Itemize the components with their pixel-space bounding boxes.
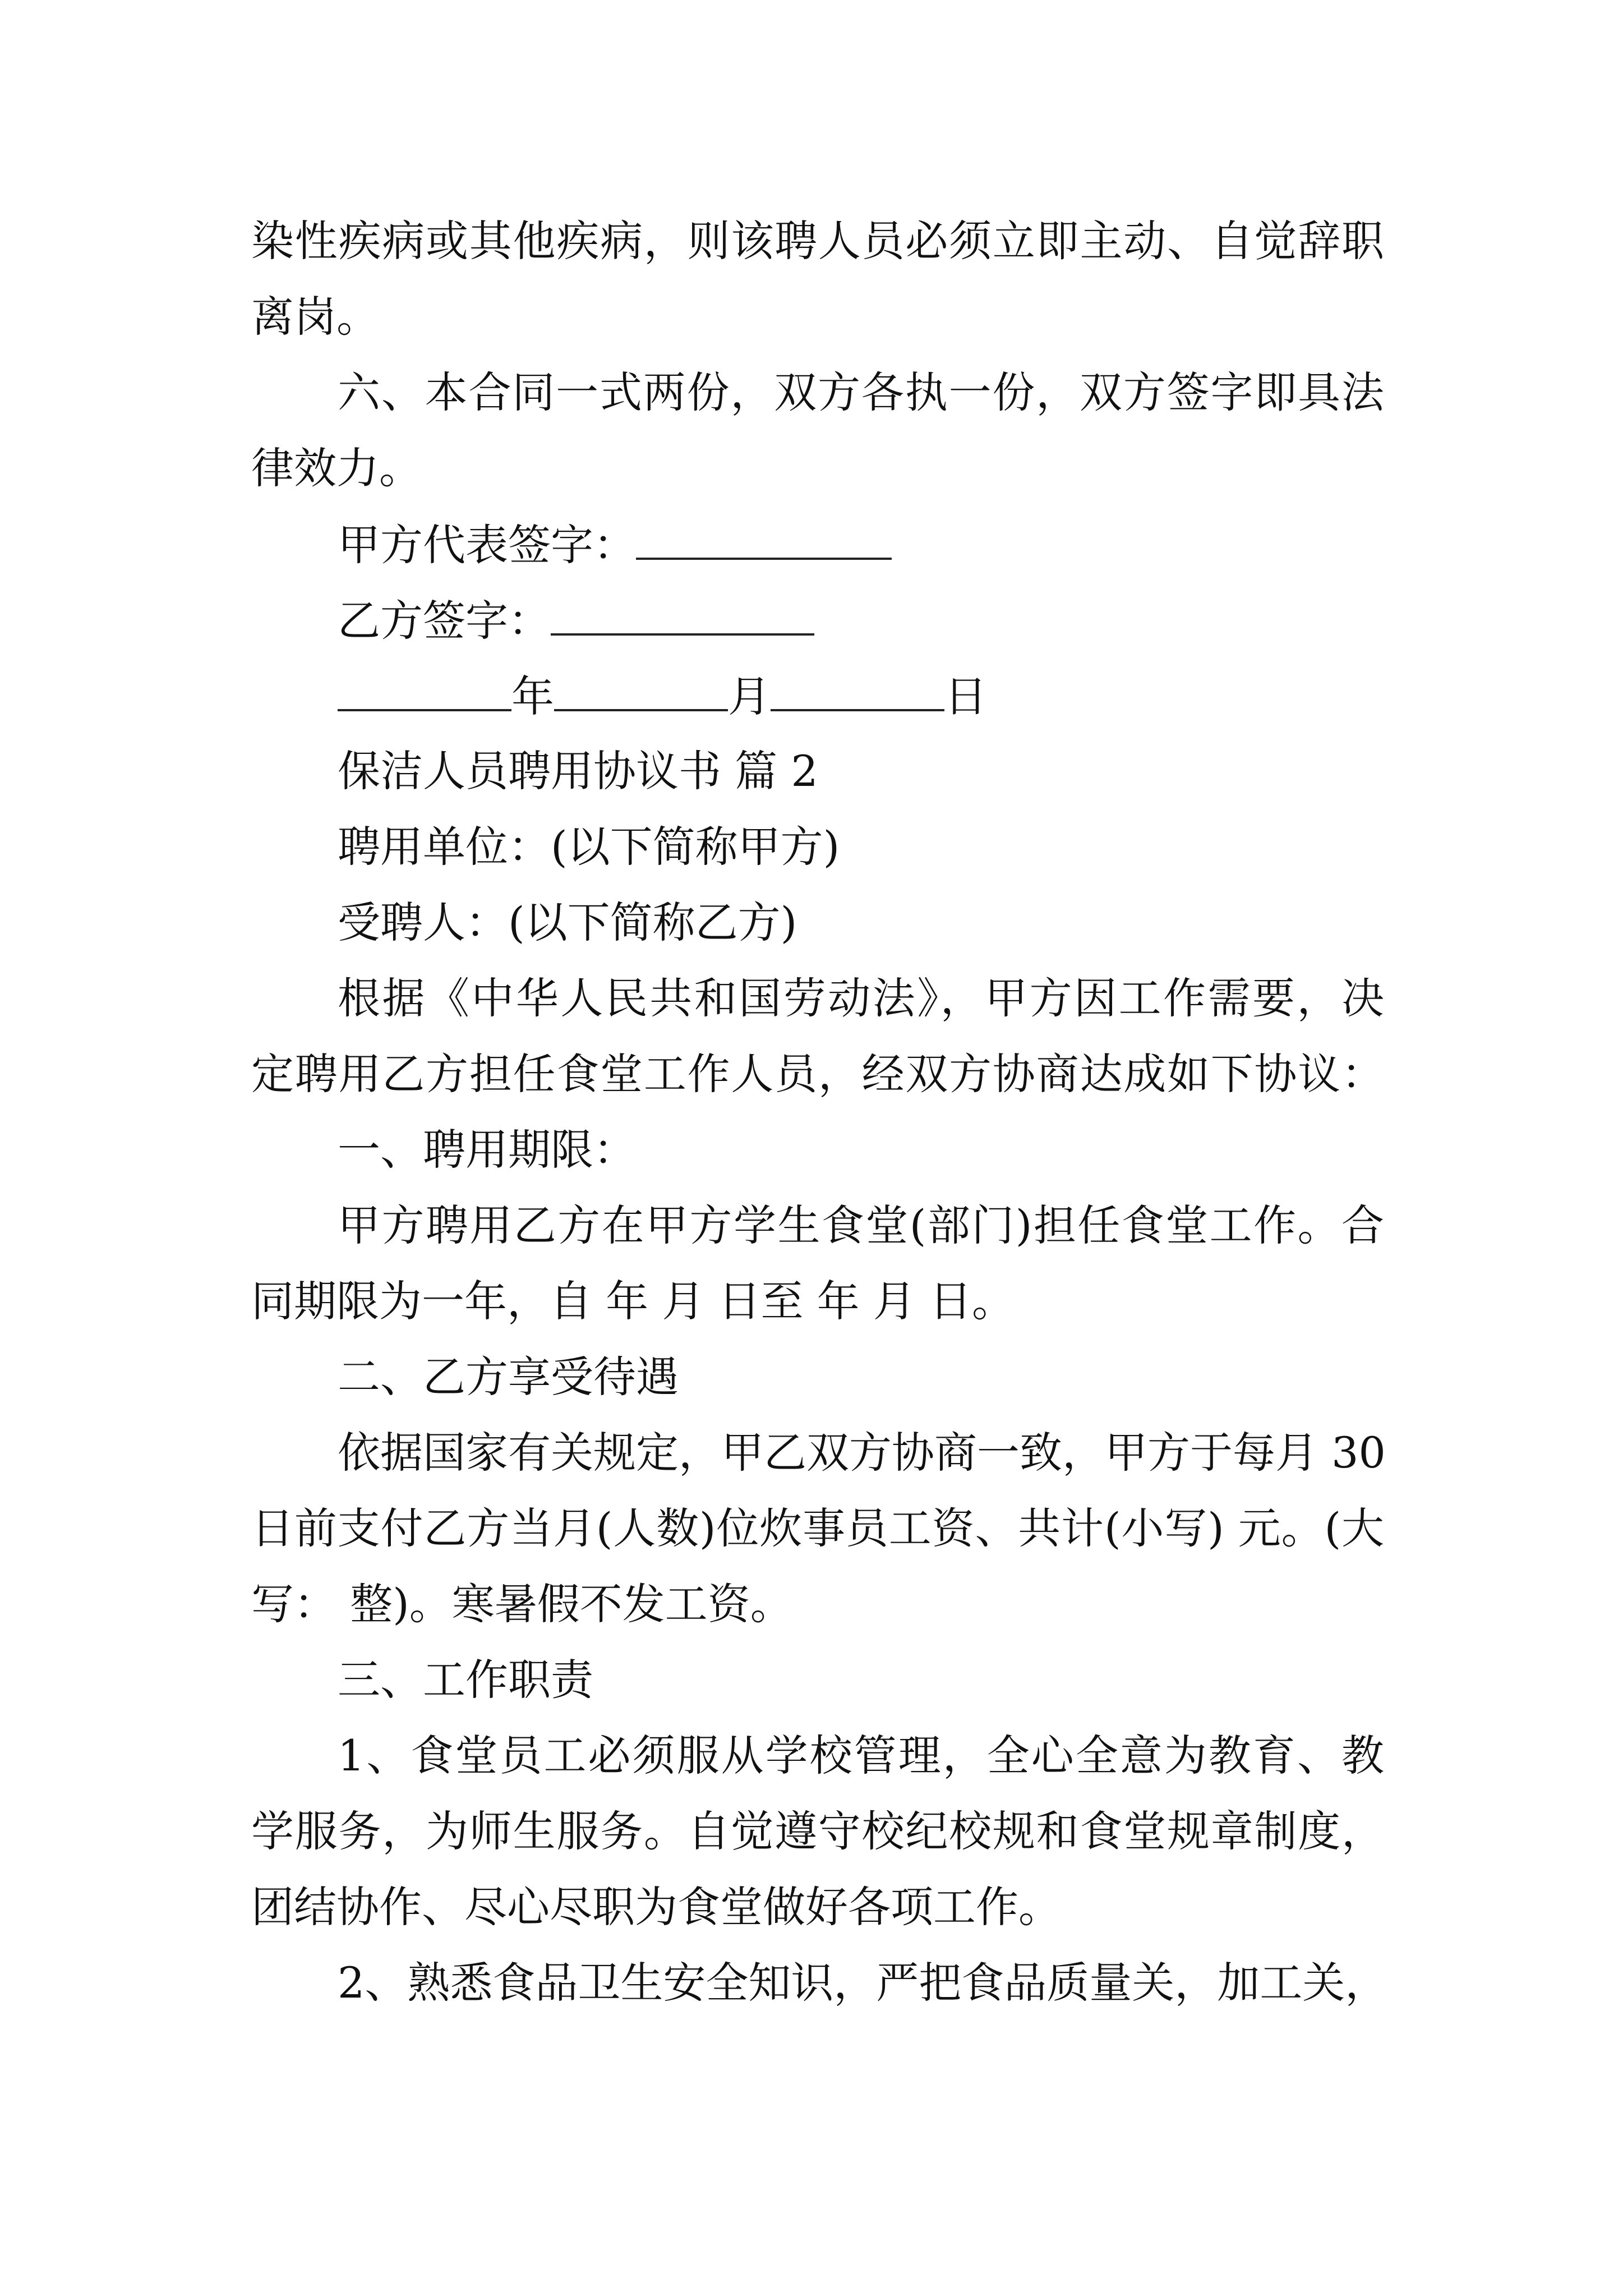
paragraph-line: 写： 整)。寒暑假不发工资。 <box>251 1579 793 1629</box>
paragraph-line: 受聘人：(以下简称乙方) <box>338 898 797 947</box>
paragraph-line: 2、熟悉食品卫生安全知识，严把食品质量关，加工关， <box>338 1958 1388 2008</box>
paragraph-line: 甲方聘用乙方在甲方学生食堂(部门)担任食堂工作。合 <box>338 1200 1384 1250</box>
paragraph-line: 六、本合同一式两份，双方各执一份，双方签字即具法 <box>338 367 1384 417</box>
date-blank-month <box>554 674 728 711</box>
signature-blank-party-b <box>551 599 814 636</box>
paragraph-line: 聘用单位：(以下简称甲方) <box>338 822 840 872</box>
paragraph-line: 日前支付乙方当月(人数)位炊事员工资、共计(小写) 元。(大 <box>251 1503 1384 1553</box>
date-blank-day <box>771 674 944 711</box>
paragraph-line: 依据国家有关规定，甲乙双方协商一致，甲方于每月 30 <box>338 1428 1386 1478</box>
signature-blank-party-a <box>636 523 892 560</box>
paragraph-line: 二、乙方享受待遇 <box>338 1352 679 1402</box>
paragraph-line: 学服务，为师生服务。自觉遵守校纪校规和食堂规章制度， <box>251 1806 1384 1856</box>
signature-label-party-a: 甲方代表签字： <box>338 520 636 570</box>
date-blank-year <box>338 674 511 711</box>
paragraph-line: 离岗。 <box>251 292 379 342</box>
paragraph-line: 律效力。 <box>251 443 422 493</box>
signature-line-party-a <box>338 520 892 570</box>
date-month-label: 月 <box>728 671 771 721</box>
date-day-label: 日 <box>944 671 987 721</box>
date-year-label: 年 <box>511 671 554 721</box>
paragraph-line: 同期限为一年，自 年 月 日至 年 月 日。 <box>251 1276 1015 1326</box>
paragraph-line: 根据《中华人民共和国劳动法》，甲方因工作需要，决 <box>338 973 1384 1023</box>
paragraph-line: 团结协作、尽心尽职为食堂做好各项工作。 <box>251 1882 1061 1932</box>
signature-line-party-b <box>338 596 814 646</box>
paragraph-line: 染性疾病或其他疾病，则该聘人员必须立即主动、自觉辞职 <box>251 216 1384 266</box>
date-line <box>338 671 987 721</box>
section-title: 保洁人员聘用协议书 篇 2 <box>338 746 818 796</box>
paragraph-line: 1、食堂员工必须服从学校管理，全心全意为教育、教 <box>338 1731 1384 1780</box>
paragraph-line: 定聘用乙方担任食堂工作人员，经双方协商达成如下协议： <box>251 1049 1384 1099</box>
paragraph-line: 三、工作职责 <box>338 1655 593 1705</box>
paragraph-line: 一、聘用期限： <box>338 1125 636 1175</box>
signature-label-party-b: 乙方签字： <box>338 596 551 646</box>
